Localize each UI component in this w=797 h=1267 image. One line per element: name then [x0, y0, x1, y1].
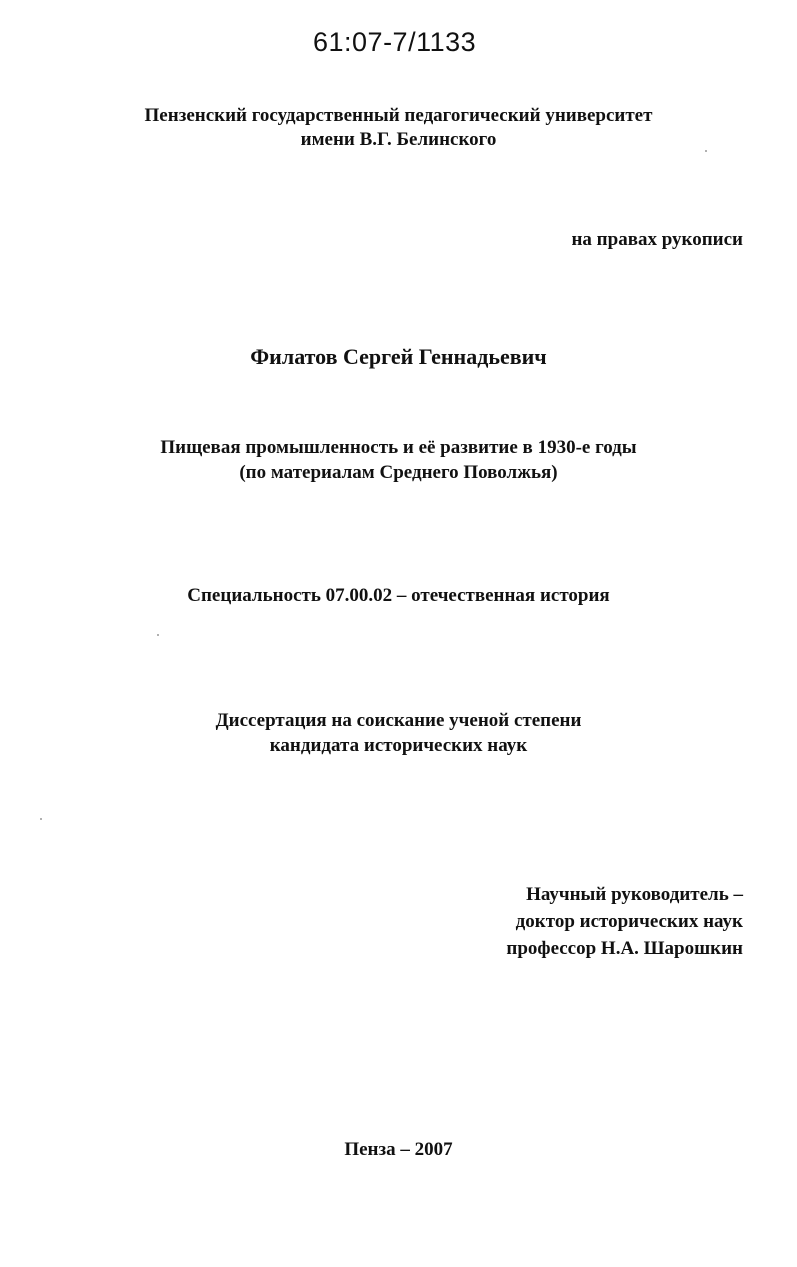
university-name-line2: имени В.Г. Белинского [300, 129, 497, 150]
dissertation-title-line2: (по материалам Среднего Поволжья) [239, 462, 558, 483]
degree-line2: кандидата исторических наук [269, 735, 528, 756]
supervisor-line1: Научный руководитель – [526, 884, 743, 905]
dissertation-title-line1: Пищевая промышленность и её развитие в 1930-е годы [160, 437, 637, 458]
supervisor-line3: профессор Н.А. Шарошкин [506, 938, 743, 959]
author-name: Филатов Сергей Геннадьевич [250, 344, 547, 369]
scan-speck [705, 150, 707, 152]
archive-code: 61:07-7/1133 [313, 27, 477, 57]
scan-speck [40, 818, 42, 820]
specialty: Специальность 07.00.02 – отечественная история [187, 585, 610, 606]
scan-speck [157, 634, 159, 636]
degree-line1: Диссертация на соискание ученой степени [215, 710, 582, 731]
city-year: Пенза – 2007 [344, 1139, 453, 1160]
supervisor-line2: доктор исторических наук [515, 911, 743, 932]
university-name-line1: Пензенский государственный педагогический университет [144, 105, 653, 126]
supervisor-block [506, 881, 743, 962]
manuscript-note: на правах рукописи [571, 229, 743, 250]
